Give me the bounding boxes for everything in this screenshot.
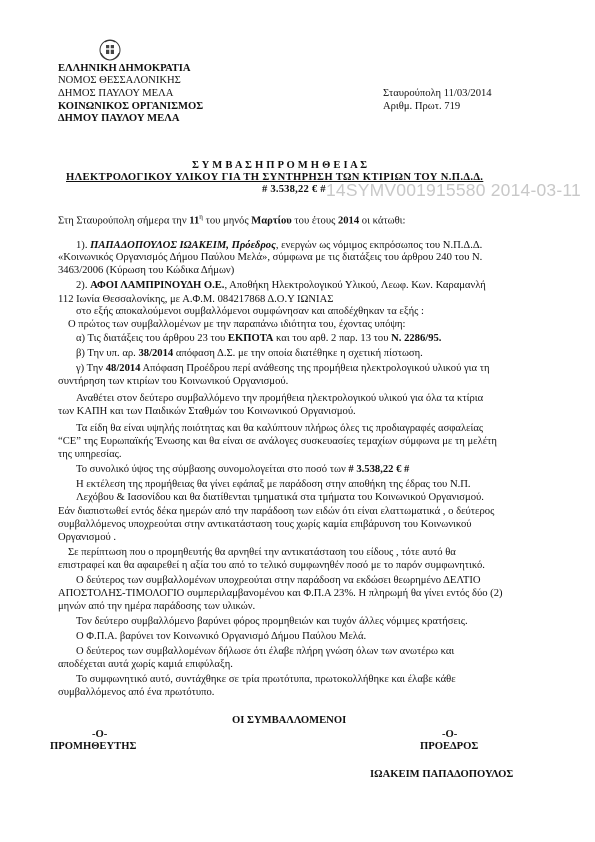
p9-line: Ο Φ.Π.Α. βαρύνει τον Κοινωνικό Οργανισμό Δήμου Παύλου Μελά. (76, 631, 367, 642)
header-line-4: ΚΟΙΝΩΝΙΚΟΣ ΟΡΓΑΝΙΣΜΟΣ (58, 101, 204, 112)
agreement-line2: Ο πρώτος των συμβαλλομένων με την παραπάνω ιδιότητα του, έχοντας υπόψη: (68, 319, 406, 330)
supplier-title: ΠΡΟΜΗΘΕΥΤΗΣ (50, 741, 137, 752)
p3-line (76, 464, 409, 476)
intro-part-a: Στη Σταυρούπολη σήμερα την (58, 215, 190, 227)
protocol-number: Αριθμ. Πρωτ. 719 (383, 101, 461, 112)
president-mark: -Ο- (442, 729, 458, 740)
p2-line1: Τα είδη θα είναι υψηλής ποιότητας και θα καλύπτουν πλήρως όλες τις προδιαγραφές ασφαλείας (76, 423, 484, 434)
intro-year: 2014 (337, 215, 360, 227)
p5-line1: Εάν διαπιστωθεί εντός δέκα ημερών από την παράδοση των ειδών ότι είναι ελαττωματικά , ο δεύτερος (58, 506, 495, 517)
intro-line (58, 211, 405, 228)
p3-amount: # 3.538,22 € # (348, 464, 410, 475)
p5-line2: συμβαλλόμενος υποχρεούται στην αντικατάσταση τους χωρίς καμία επιβάρυνση του Κοινωνικού (58, 519, 472, 530)
p10-line1: Ο δεύτερος των συμβαλλομένων δήλωσε ότι έλαβε πλήρη γνώση όλων των ανωτέρω και (76, 646, 455, 657)
p2-line2: “CE” της Ευρωπαϊκής Ένωσης και θα είναι σε ανάλογες συσκευασίες τεμαχίων σύμφωνα με τη μελέτη (58, 436, 497, 447)
intro-part-c: του έτους (291, 215, 338, 227)
contract-amount-title: # 3.538,22 € # (262, 184, 326, 195)
intro-month: Μαρτίου (251, 215, 292, 227)
clause-a-ekpota: ΕΚΠΟΤΑ (227, 333, 274, 344)
intro-part-b: του μηνός (202, 215, 252, 227)
header-line-2: ΝΟΜΟΣ ΘΕΣΣΑΛΟΝΙΚΗΣ (58, 75, 181, 86)
p1-line1: Αναθέτει στον δεύτερο συμβαλλόμενο την προμήθεια ηλεκτρολογικού υλικού για όλα τα κτίρια (76, 393, 484, 404)
p11-line2: συμβαλλόμενος από ένα πρωτότυπο. (58, 687, 215, 698)
p6-line2: επιστραφεί και θα αφαιρεθεί η αξία του από το τελικό συμφωνηθέν ποσό με το παρόν συμφωνητικό. (58, 560, 485, 571)
clause-a-mid: και του αρθ. 2 παρ. 13 του (273, 333, 392, 344)
p7-line1: Ο δεύτερος των συμβαλλομένων υποχρεούται στην παράδοση να εκδώσει θεωρημένο ΔΕΛΤΙΟ (76, 575, 481, 586)
clause-c-rest: Απόφαση Προέδρου περί ανάθεσης της προμήθεια ηλεκτρολογικού υλικού για τη (140, 363, 490, 374)
p10-line2: αποδέχεται αυτά χωρίς καμιά επιφύλαξη. (58, 659, 233, 670)
intro-day-suffix: η (199, 213, 203, 221)
intro-day: 11 (189, 215, 200, 227)
p4-line1: Η εκτέλεση της προμήθειας θα γίνει εφάπαξ με παράδοση στην αποθήκη της έδρας του Ν.Π. (76, 479, 471, 490)
party1-line2: «Κοινωνικός Οργανισμός Δήμου Παύλου Μελά», σύμφωνα με τις διατάξεις του άρθρου 240 του Ν. (58, 252, 483, 263)
p4-line2: Λεχόβου & Ιασονίδου και θα διατίθενται τμηματικά στα τμήματα του Κοινωνικού Οργανισμού. (76, 492, 484, 503)
place-date: Σταυρούπολη 11/03/2014 (383, 88, 492, 99)
p11-line1: Το συμφωνητικό αυτό, συντάχθηκε σε τρία πρωτότυπα, πρωτοκολλήθηκε και έλαβε κάθε (76, 674, 456, 685)
document-title: Σ Υ Μ Β Α Σ Η Π Ρ Ο Μ Η Θ Ε Ι Α Σ (192, 160, 368, 171)
intro-part-d: οι κάτωθι: (359, 215, 406, 227)
president-title: ΠΡΟΕΔΡΟΣ (420, 741, 479, 752)
party1-line1 (76, 240, 482, 252)
party1-rest: , ενεργών ως νόμιμος εκπρόσωπος του Ν.Π.Δ.Δ. (275, 240, 483, 251)
clause-b-number: 38/2014 (138, 348, 174, 359)
clause-c-pre: γ) Την (76, 363, 106, 374)
signatures-heading: ΟΙ ΣΥΜΒΑΛΛΟΜΕΝΟΙ (232, 715, 347, 726)
party1-name: ΠΑΠΑΔΟΠΟΥΛΟΣ ΙΩΑΚΕΙΜ, Πρόεδρος (90, 240, 276, 251)
clause-b-pre: β) Την υπ. αρ. (76, 348, 139, 359)
p2-line3: της υπηρεσίας. (58, 449, 122, 460)
party2-rest: , Αποθήκη Ηλεκτρολογικού Υλικού, Λεωφ. Κων. Καραμανλή (224, 280, 486, 291)
agreement-line1: στο εξής αποκαλούμενοι συμβαλλόμενοι συμφώνησαν και αποδέχθηκαν τα εξής : (76, 306, 424, 317)
p1-line2: των ΚΑΠΗ και των Παιδικών Σταθμών του Κοινωνικού Οργανισμού. (58, 406, 356, 417)
president-name: ΙΩΑΚΕΙΜ ΠΑΠΑΔΟΠΟΥΛΟΣ (370, 769, 514, 780)
clause-a-law: Ν. 2286/95. (391, 333, 442, 344)
diavgeia-stamp: 14SYMV001915580 2014-03-11 (326, 180, 581, 200)
party2-line2: 112 Ιωνία Θεσσαλονίκης, με Α.Φ.Μ. 084217868 Δ.Ο.Υ ΙΩΝΙΑΣ (58, 294, 334, 305)
clause-b (76, 348, 423, 360)
clause-a (76, 333, 441, 345)
party1-number: 1). (76, 240, 91, 251)
p3-pre: Το συνολικό ύψος της σύμβασης συνομολογείται στο ποσό των (76, 464, 349, 475)
supplier-mark: -Ο- (92, 729, 108, 740)
p7-line2: ΑΠΟΣΤΟΛΗΣ-ΤΙΜΟΛΟΓΙΟ συμπεριλαμβανομένου και Φ.Π.Α 23%. Η πληρωμή θα γίνει εντός δύο (2) (58, 588, 503, 599)
clause-c-line2: συντήρηση των κτιρίων του Κοινωνικού Οργανισμού. (58, 376, 289, 387)
header-line-5: ΔΗΜΟΥ ΠΑΥΛΟΥ ΜΕΛΑ (58, 113, 180, 124)
p6-line1: Σε περίπτωση που ο προμηθευτής θα αρνηθεί την αντικατάσταση του είδους , τότε αυτό θα (68, 547, 456, 558)
party2-number: 2). (76, 280, 91, 291)
greek-coat-of-arms-icon (96, 38, 124, 62)
party1-line3: 3463/2006 (Κύρωση του Κώδικα Δήμων) (58, 265, 235, 276)
header-line-1: ΕΛΛΗΝΙΚΗ ΔΗΜΟΚΡΑΤΙΑ (58, 63, 191, 74)
clause-a-pre: α) Τις διατάξεις του άρθρου 23 του (76, 333, 228, 344)
p7-line3: μηνών από την ημέρα παράδοσης των υλικών. (58, 601, 256, 612)
document-subject: ΗΛΕΚΤΡΟΛΟΓΙΚΟΥ ΥΛΙΚΟΥ ΓΙΑ ΤΗ ΣΥΝΤΗΡΗΣΗ ΤΩΝ ΚΤΙΡΙΩΝ ΤΟΥ Ν.Π.Δ.Δ. (66, 172, 484, 183)
clause-b-rest: απόφαση Δ.Σ. με την οποία διατέθηκε η σχετική πίστωση. (173, 348, 423, 359)
p5-line3: Οργανισμού . (58, 532, 117, 543)
header-line-3: ΔΗΜΟΣ ΠΑΥΛΟΥ ΜΕΛΑ (58, 88, 174, 99)
party2-line1 (76, 280, 486, 292)
p8-line: Τον δεύτερο συμβαλλόμενο βαρύνει φόρος προμηθειών και τυχόν άλλες νόμιμες κρατήσεις. (76, 616, 468, 627)
clause-c-number: 48/2014 (105, 363, 141, 374)
clause-c (76, 363, 490, 375)
party2-name: ΑΦΟΙ ΛΑΜΠΡΙΝΟΥΔΗ Ο.Ε. (90, 280, 225, 291)
